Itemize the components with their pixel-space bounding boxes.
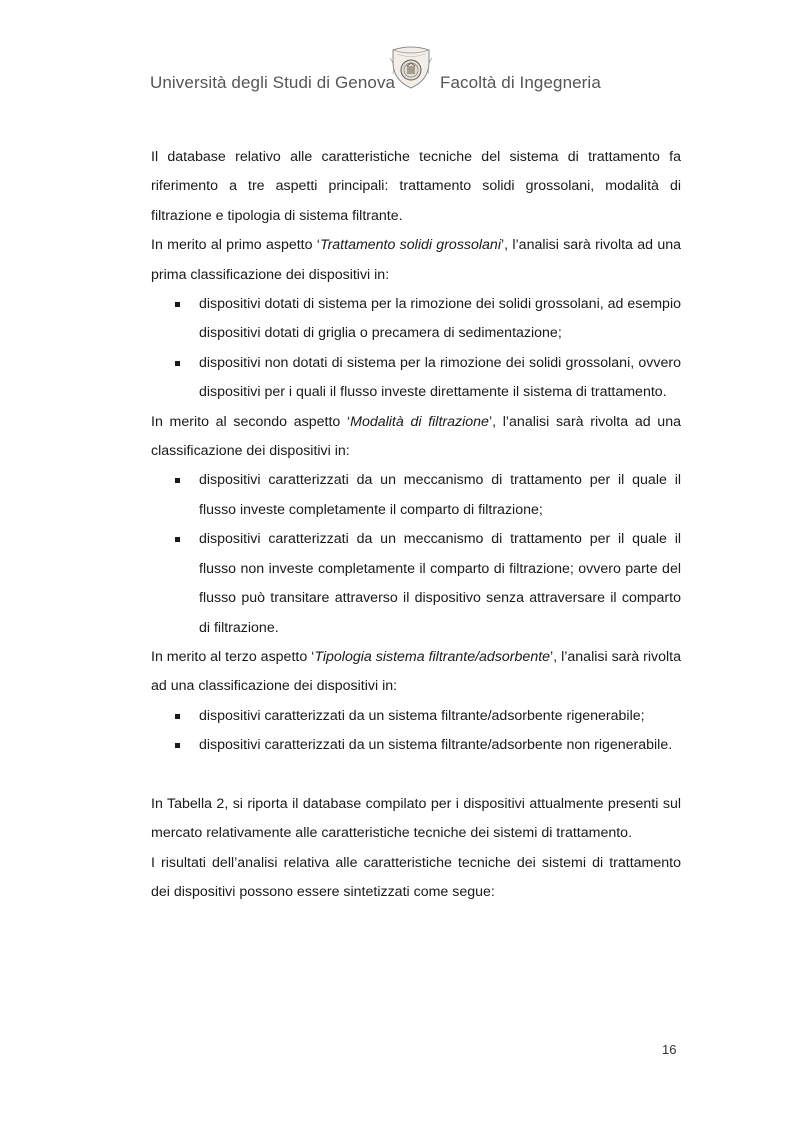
term-modalita-filtrazione: Modalità di filtrazione (350, 413, 489, 430)
paragraph-third-aspect: In merito al terzo aspetto ‘Tipologia sistema filtrante/adsorbente’, l’analisi sarà rivolta ad una classificazione dei dispositivi in: (151, 648, 681, 695)
bullet-icon (175, 361, 180, 366)
list-item: dispositivi caratterizzati da un meccanismo di trattamento per il quale il flusso non investe completamente il comparto di filtrazione; ovvero parte del flusso può transitare attraverso il dispositivo senza attraversare il comparto di filtrazione. (151, 525, 681, 643)
paragraph-risultati: I risultati dell’analisi relativa alle caratteristiche tecniche dei sistemi di trattamento dei dispositivi possono essere sintetizzati come segue: (151, 854, 681, 901)
list-third-aspect (151, 702, 681, 761)
university-name: Università degli Studi di Genova (150, 73, 396, 92)
bullet-icon (175, 478, 180, 483)
bullet-icon (175, 537, 180, 542)
university-seal-icon (389, 44, 433, 90)
term-trattamento-solidi: Trattamento solidi grossolani (319, 237, 501, 254)
list-item: dispositivi non dotati di sistema per la rimozione dei solidi grossolani, ovvero dispositivi per i quali il flusso investe direttamente il sistema di trattamento. (151, 349, 681, 408)
list-item: dispositivi caratterizzati da un meccanismo di trattamento per il quale il flusso investe completamente il comparto di filtrazione; (151, 466, 681, 525)
spacer (151, 761, 681, 790)
paragraph-intro: Il database relativo alle caratteristiche tecniche del sistema di trattamento fa riferimento a tre aspetti principali: trattamento solidi grossolani, modalità di filtrazione e tipologia di sistema filtrante. (151, 149, 681, 224)
faculty-name: Facoltà di Ingegneria (440, 73, 601, 92)
bullet-icon (175, 714, 180, 719)
list-item: dispositivi dotati di sistema per la rimozione dei solidi grossolani, ad esempio dispositivi dotati di griglia o precamera di sedimentazione; (151, 290, 681, 349)
list-item: dispositivi caratterizzati da un sistema filtrante/adsorbente non rigenerabile. (151, 731, 681, 760)
list-first-aspect (151, 290, 681, 408)
bullet-icon (175, 302, 180, 307)
list-second-aspect (151, 466, 681, 642)
bullet-icon (175, 743, 180, 748)
list-item: dispositivi caratterizzati da un sistema filtrante/adsorbente rigenerabile; (151, 702, 681, 731)
page-number: 16 (662, 1042, 677, 1057)
paragraph-first-aspect: In merito al primo aspetto ‘Trattamento solidi grossolani’, l’analisi sarà rivolta ad una prima classificazione dei dispositivi in: (151, 237, 681, 283)
paragraph-second-aspect: In merito al secondo aspetto ‘Modalità di filtrazione’, l’analisi sarà rivolta ad una classificazione dei dispositivi in: (151, 413, 681, 460)
paragraph-tabella: In Tabella 2, si riporta il database compilato per i dispositivi attualmente presenti sul mercato relativamente alle caratteristiche tecniche dei sistemi di trattamento. (151, 795, 681, 842)
term-tipologia-sistema: Tipologia sistema filtrante/adsorbente (314, 648, 551, 665)
page-header (0, 44, 793, 104)
document-body (151, 143, 681, 908)
